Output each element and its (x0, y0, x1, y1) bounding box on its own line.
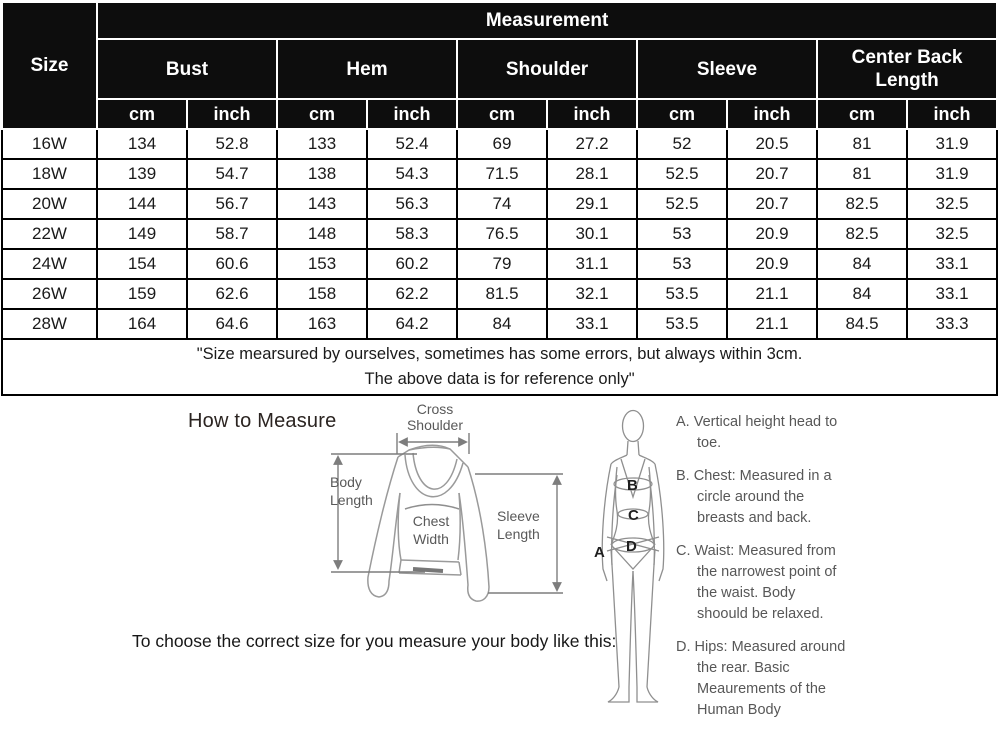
measurement-cell: 56.7 (187, 189, 277, 219)
group-header-row (2, 39, 997, 99)
measurement-cell: 27.2 (547, 129, 637, 159)
unit-header-shoulder-inch: inch (547, 99, 637, 129)
measurement-cell: 81 (817, 129, 907, 159)
unit-header-hem-inch: inch (367, 99, 457, 129)
measurement-cell: 82.5 (817, 219, 907, 249)
table-row-26w (2, 279, 997, 309)
measurement-cell: 52.5 (637, 159, 727, 189)
size-cell: 28W (2, 309, 97, 339)
measurement-cell: 138 (277, 159, 367, 189)
how-to-measure-heading: How to Measure (188, 410, 337, 432)
measurement-cell: 139 (97, 159, 187, 189)
point-text: Chest: Measured in a circle around the breasts and back. (693, 468, 832, 526)
measurement-cell: 60.2 (367, 249, 457, 279)
measure-point-c (676, 541, 846, 625)
table-row-16w (2, 129, 997, 159)
sizing-instruction-text: To choose the correct size for you measure your body like this: (132, 631, 617, 651)
measure-point-d (676, 637, 846, 721)
sleeve-length-label: Length (497, 526, 540, 542)
measurement-cell: 71.5 (457, 159, 547, 189)
measurement-cell: 58.3 (367, 219, 457, 249)
measurement-title: Measurement (97, 2, 997, 39)
measurement-cell: 64.6 (187, 309, 277, 339)
measurement-cell: 33.1 (907, 279, 997, 309)
measurement-cell: 20.9 (727, 219, 817, 249)
table-row-28w (2, 309, 997, 339)
body-length-label: Body (330, 474, 362, 490)
measurement-cell: 53 (637, 219, 727, 249)
measurement-cell: 82.5 (817, 189, 907, 219)
unit-header-center-back-length-cm: cm (817, 99, 907, 129)
measurement-cell: 62.2 (367, 279, 457, 309)
measurement-cell: 20.7 (727, 189, 817, 219)
measurement-cell: 53.5 (637, 309, 727, 339)
cross-shoulder-label: Cross (416, 401, 454, 417)
measurement-cell: 81 (817, 159, 907, 189)
measurement-cell: 62.6 (187, 279, 277, 309)
measurement-cell: 52.5 (637, 189, 727, 219)
shirt-measure-diagram (325, 397, 565, 619)
measurement-cell: 64.2 (367, 309, 457, 339)
measurement-cell: 133 (277, 129, 367, 159)
size-cell: 20W (2, 189, 97, 219)
figure-letter-c: C (628, 507, 639, 524)
figure-letter-b: B (627, 477, 638, 494)
table-body (2, 129, 997, 339)
unit-header-shoulder-cm: cm (457, 99, 547, 129)
chest-width-label: Width (413, 531, 449, 547)
table-row-20w (2, 189, 997, 219)
note-line-2: The above data is for reference only" (364, 370, 635, 388)
note-line-1: "Size mearsured by ourselves, sometimes has some errors, but always within 3cm. (196, 345, 803, 363)
size-column-header: Size (2, 2, 97, 129)
measurement-title-row (2, 2, 997, 39)
column-group-shoulder: Shoulder (457, 39, 637, 99)
measurement-cell: 158 (277, 279, 367, 309)
unit-header-bust-inch: inch (187, 99, 277, 129)
sleeve-length-label: Sleeve (497, 508, 540, 524)
measure-points-list (676, 412, 846, 733)
body-outline-icon (602, 411, 663, 703)
measurement-cell: 84 (817, 249, 907, 279)
column-group-bust: Bust (97, 39, 277, 99)
unit-header-row (2, 99, 997, 129)
measurement-cell: 60.6 (187, 249, 277, 279)
size-cell: 16W (2, 129, 97, 159)
measurement-cell: 32.5 (907, 189, 997, 219)
measurement-cell: 84 (457, 309, 547, 339)
size-cell: 22W (2, 219, 97, 249)
measurement-cell: 76.5 (457, 219, 547, 249)
measurement-cell: 32.1 (547, 279, 637, 309)
table-row-22w (2, 219, 997, 249)
body-length-label: Length (330, 492, 373, 508)
measurement-cell: 30.1 (547, 219, 637, 249)
measurement-cell: 52 (637, 129, 727, 159)
size-cell: 18W (2, 159, 97, 189)
measurement-cell: 31.9 (907, 129, 997, 159)
measurement-cell: 21.1 (727, 309, 817, 339)
size-cell: 26W (2, 279, 97, 309)
unit-header-sleeve-inch: inch (727, 99, 817, 129)
measurement-cell: 20.7 (727, 159, 817, 189)
measurement-cell: 52.8 (187, 129, 277, 159)
measurement-cell: 33.1 (547, 309, 637, 339)
measurement-cell: 163 (277, 309, 367, 339)
point-text: Waist: Measured from the narrowest point of the waist. Body shoould be relaxed. (694, 543, 837, 622)
measurement-cell: 164 (97, 309, 187, 339)
measure-point-b (676, 466, 846, 529)
measurement-cell: 29.1 (547, 189, 637, 219)
measurement-cell: 74 (457, 189, 547, 219)
how-to-measure-section (0, 397, 1000, 745)
point-letter: B. (676, 468, 690, 484)
measurement-cell: 20.5 (727, 129, 817, 159)
measurement-cell: 154 (97, 249, 187, 279)
table-row-18w (2, 159, 997, 189)
measure-point-a (676, 412, 846, 454)
measurement-cell: 33.3 (907, 309, 997, 339)
measurement-cell: 33.1 (907, 249, 997, 279)
measurement-cell: 69 (457, 129, 547, 159)
measurement-cell: 21.1 (727, 279, 817, 309)
point-text: Hips: Measured around the rear. Basic Meaurements of the Human Body (694, 639, 846, 718)
figure-letter-d: D (626, 538, 637, 555)
measurement-cell: 58.7 (187, 219, 277, 249)
measurement-cell: 28.1 (547, 159, 637, 189)
measurement-cell: 84 (817, 279, 907, 309)
unit-header-hem-cm: cm (277, 99, 367, 129)
size-cell: 24W (2, 249, 97, 279)
cross-shoulder-label: Shoulder (406, 417, 464, 433)
measurement-cell: 149 (97, 219, 187, 249)
measurement-cell: 54.3 (367, 159, 457, 189)
measurement-cell: 153 (277, 249, 367, 279)
measurement-cell: 31.9 (907, 159, 997, 189)
figure-letter-a: A (594, 544, 605, 561)
measurement-cell: 159 (97, 279, 187, 309)
measurement-cell: 56.3 (367, 189, 457, 219)
point-text: Vertical height head to toe. (693, 414, 838, 451)
measurement-cell: 20.9 (727, 249, 817, 279)
table-row-24w (2, 249, 997, 279)
note-row (2, 339, 997, 395)
note-cell (2, 339, 997, 395)
measurement-cell: 54.7 (187, 159, 277, 189)
unit-header-center-back-length-inch: inch (907, 99, 997, 129)
unit-header-bust-cm: cm (97, 99, 187, 129)
column-group-center-back-length: Center Back Length (817, 39, 997, 99)
measurement-cell: 81.5 (457, 279, 547, 309)
column-group-sleeve: Sleeve (637, 39, 817, 99)
measurement-cell: 52.4 (367, 129, 457, 159)
measurement-cell: 134 (97, 129, 187, 159)
chest-width-label: Chest (412, 513, 450, 529)
size-chart-table (1, 1, 998, 396)
column-group-hem: Hem (277, 39, 457, 99)
measurement-cell: 148 (277, 219, 367, 249)
measurement-cell: 84.5 (817, 309, 907, 339)
measurement-cell: 144 (97, 189, 187, 219)
point-letter: D. (676, 639, 691, 655)
point-letter: C. (676, 543, 691, 559)
measurement-cell: 143 (277, 189, 367, 219)
measurement-cell: 32.5 (907, 219, 997, 249)
point-letter: A. (676, 414, 690, 430)
measurement-cell: 79 (457, 249, 547, 279)
measurement-cell: 53.5 (637, 279, 727, 309)
measurement-cell: 53 (637, 249, 727, 279)
measurement-cell: 31.1 (547, 249, 637, 279)
unit-header-sleeve-cm: cm (637, 99, 727, 129)
